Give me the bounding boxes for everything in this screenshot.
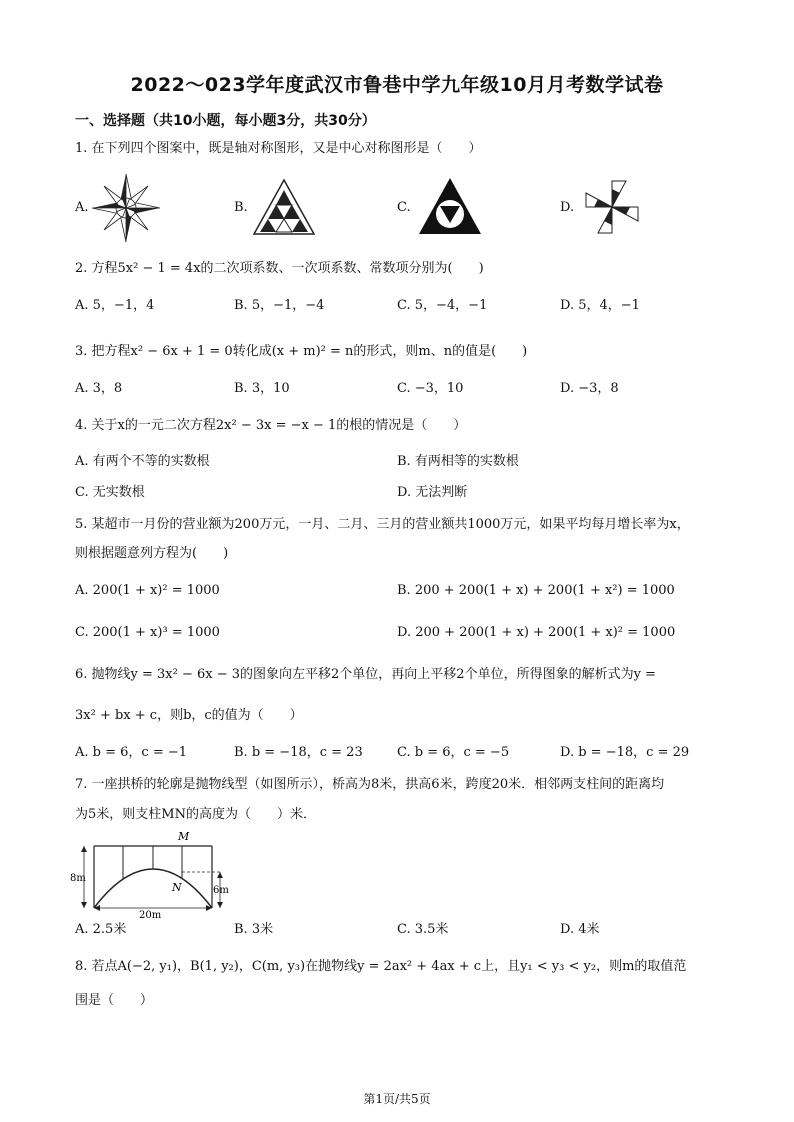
q5-option-b: B. 200 + 200(1 + x) + 200(1 + x²) = 1000 <box>397 583 675 598</box>
question-6-stem-line1: 6. 抛物线y = 3x² − 6x − 3的图象向左平移2个单位，再向上平移2个单位，所得图象的解析式为y = <box>75 667 656 682</box>
arch-bridge-figure <box>70 828 240 918</box>
page-footer: 第1页/共5页 <box>363 1092 431 1106</box>
question-6-stem-line2: 3x² + bx + c，则b，c的值为（ ） <box>75 708 303 723</box>
question-7-stem-line2: 为5米，则支柱MN的高度为（ ）米． <box>75 807 316 822</box>
q2-option-d: D. 5，4，−1 <box>560 298 640 313</box>
q7-option-b: B. 3米 <box>234 922 274 937</box>
q5-option-a: A. 200(1 + x)² = 1000 <box>75 583 220 598</box>
q4-option-b: B. 有两相等的实数根 <box>397 454 519 469</box>
q3-option-b: B. 3，10 <box>234 381 290 396</box>
q2-option-c: C. 5，−4，−1 <box>397 298 488 313</box>
label-m: M <box>178 830 190 843</box>
q6-option-d: D. b = −18，c = 29 <box>560 745 690 760</box>
q5-option-d: D. 200 + 200(1 + x) + 200(1 + x)² = 1000 <box>397 625 676 640</box>
question-4-stem: 4. 关于x的一元二次方程2x² − 3x = −x − 1的根的情况是（ ） <box>75 418 467 433</box>
triangle-circle-figure-c <box>417 176 483 236</box>
label-n: N <box>172 881 182 894</box>
q3-option-a: A. 3，8 <box>75 381 123 396</box>
question-7-stem-line1: 7. 一座拱桥的轮廓是抛物线型（如图所示），桥高为8米，拱高6米，跨度20米．相邻两支柱间的距离均 <box>75 777 665 792</box>
question-5-stem-line1: 5. 某超市一月份的营业额为200万元，一月、二月、三月的营业额共1000万元，如果平均每月增长率为x， <box>75 517 690 532</box>
q3-option-c: C. −3，10 <box>397 381 464 396</box>
q4-option-c: C. 无实数根 <box>75 485 145 500</box>
q6-option-c: C. b = 6，c = −5 <box>397 745 510 760</box>
question-8-stem-line2: 围是（ ） <box>75 993 154 1008</box>
label-8m: 8m <box>70 873 86 884</box>
question-1-stem: 1. 在下列四个图案中，既是轴对称图形，又是中心对称图形是（ ） <box>75 141 482 156</box>
star-figure-a <box>90 172 162 244</box>
q3-option-d: D. −3，8 <box>560 381 619 396</box>
section-heading: 一、选择题（共10小题，每小题3分，共30分） <box>75 113 376 129</box>
label-20m: 20m <box>139 910 162 918</box>
q1-option-d-label: D. <box>560 200 575 215</box>
q7-option-c: C. 3.5米 <box>397 922 449 937</box>
question-2-stem: 2. 方程5x² − 1 = 4x的二次项系数、一次项系数、常数项分别为( ) <box>75 261 484 276</box>
q4-option-a: A. 有两个不等的实数根 <box>75 454 210 469</box>
question-8-stem-line1: 8. 若点A(−2, y₁)，B(1, y₂)，C(m, y₃)在抛物线y = 2ax² + 4ax + c上，且y₁ < y₃ < y₂，则m的取值范 <box>75 959 687 974</box>
exam-title: 2022～023学年度武汉市鲁巷中学九年级10月月考数学试卷 <box>130 74 664 96</box>
triangle-figure-b <box>252 178 316 236</box>
q1-option-a-label: A. <box>75 200 89 215</box>
q5-option-c: C. 200(1 + x)³ = 1000 <box>75 625 220 640</box>
question-5-stem-line2: 则根据题意列方程为( ) <box>75 546 229 561</box>
q1-option-b-label: B. <box>234 200 248 215</box>
q2-option-b: B. 5，−1，−4 <box>234 298 325 313</box>
pinwheel-figure-d <box>580 175 644 239</box>
label-6m: 6m <box>213 885 229 896</box>
q1-option-c-label: C. <box>397 200 411 215</box>
q6-option-b: B. b = −18，c = 23 <box>234 745 363 760</box>
q7-option-a: A. 2.5米 <box>75 922 127 937</box>
question-3-stem: 3. 把方程x² − 6x + 1 = 0转化成(x + m)² = n的形式，则m、n的值是( ) <box>75 344 528 359</box>
q6-option-a: A. b = 6，c = −1 <box>75 745 188 760</box>
q4-option-d: D. 无法判断 <box>397 485 468 500</box>
q2-option-a: A. 5，−1，4 <box>75 298 155 313</box>
q7-option-d: D. 4米 <box>560 922 600 937</box>
